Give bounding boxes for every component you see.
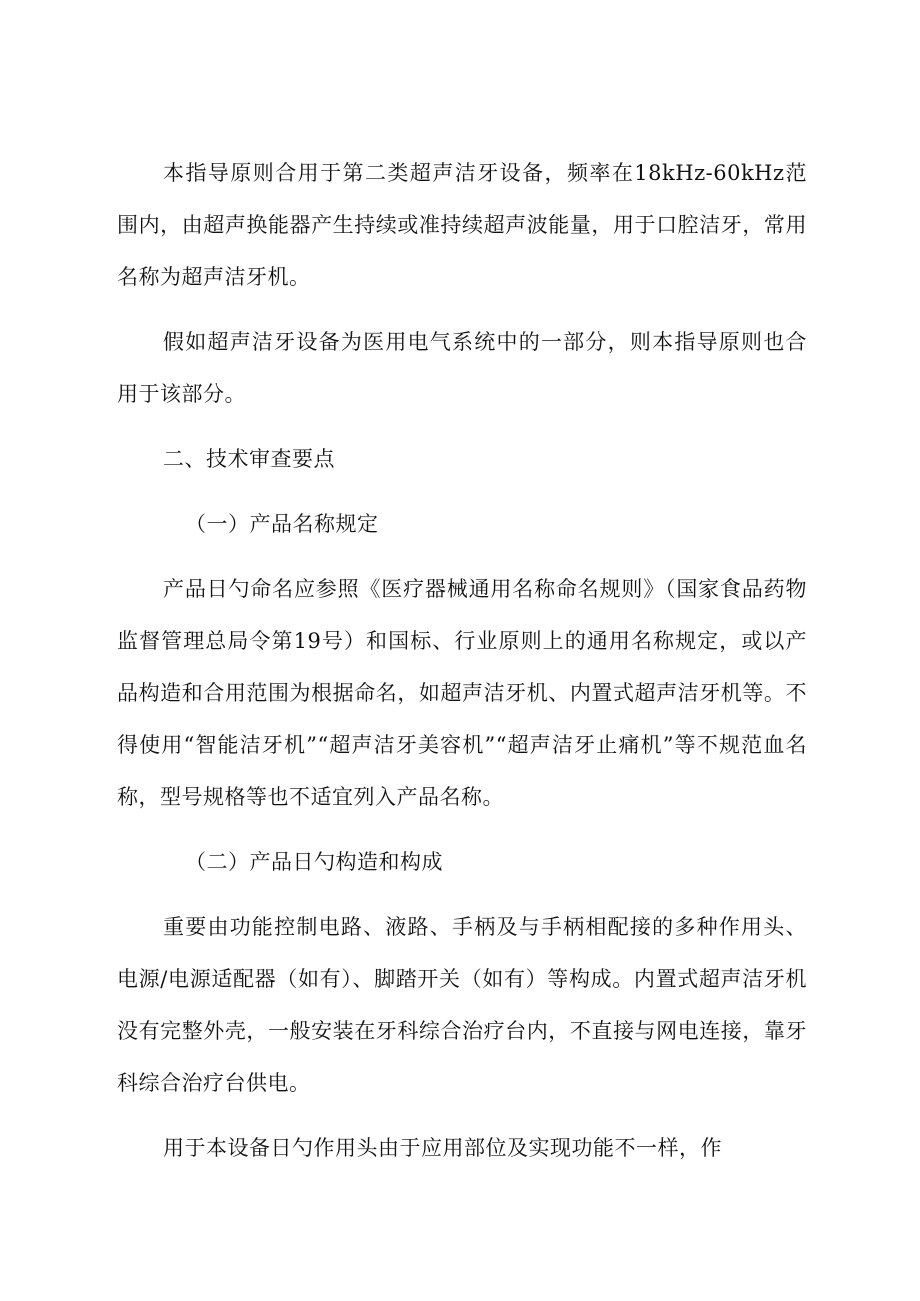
paragraph-scope: 本指导原则合用于第二类超声洁牙设备，频率在18kHz-60kHz范围内，由超声换能器产生持续或准持续超声波能量，用于口腔洁牙，常用名称为超声洁牙机。 xyxy=(117,161,807,289)
subsection-heading-structure: （二）产品日勺构造和构成 xyxy=(185,850,443,874)
paragraph-tip: 用于本设备日勺作用头由于应用部位及实现功能不一样，作 xyxy=(163,1136,722,1160)
document-body xyxy=(117,147,807,1174)
subsection-heading-name: （一）产品名称规定 xyxy=(185,512,379,536)
paragraph-system: 假如超声洁牙设备为医用电气系统中的一部分，则本指导原则也合用于该部分。 xyxy=(117,330,807,406)
paragraph-structure: 重要由功能控制电路、液路、手柄及与手柄相配接的多种作用头、电源/电源适配器（如有）、脚踏开关（如有）等构成。内置式超声洁牙机没有完整外壳，一般安装在牙科综合治疗台内，不直接与网电连接，靠牙科综合治疗台供电。 xyxy=(117,915,807,1095)
section-heading: 二、技术审查要点 xyxy=(163,447,335,471)
paragraph-naming: 产品日勺命名应参照《医疗器械通用名称命名规则》（国家食品药物监督管理总局令第19号）和国标、行业原则上的通用名称规定，或以产品构造和合用范围为根据命名，如超声洁牙机、内置式超声洁牙机等。不得使用“智能洁牙机”“超声洁牙美容机”“超声洁牙止痛机”等不规范血名称，型号规格等也不适宜列入产品名称。 xyxy=(117,577,807,809)
